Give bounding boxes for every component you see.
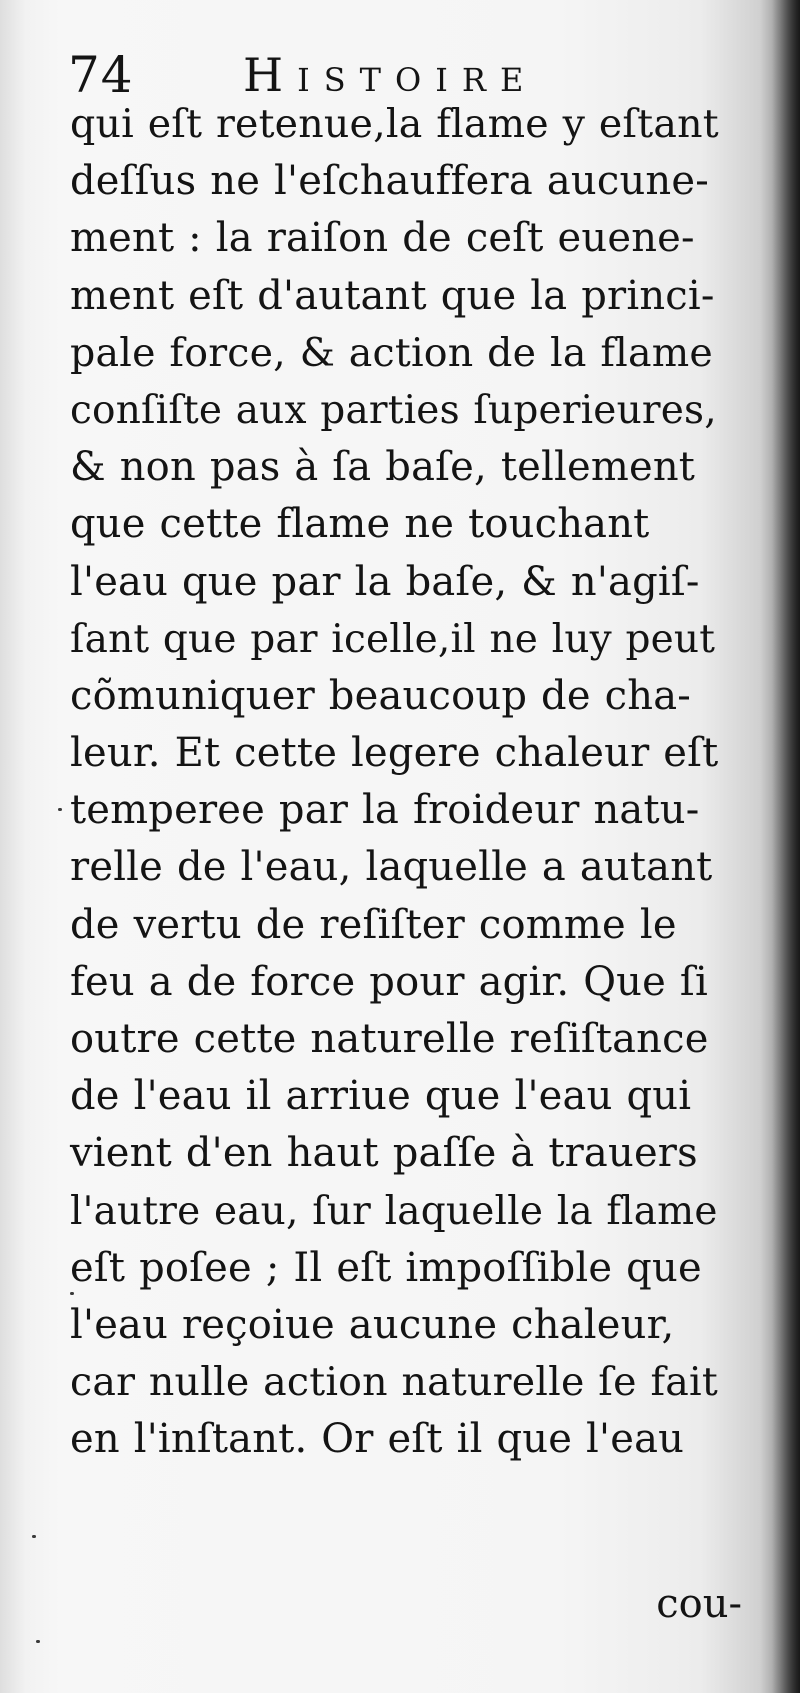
text-line: & non pas à ſa baſe, tellement (70, 444, 696, 491)
text-line: l'autre eau, ſur laquelle la flame (70, 1188, 718, 1234)
text-line: pale force, & action de la flame (70, 329, 713, 376)
text-line: feu a de force pour agir. Que ſi (70, 958, 708, 1005)
text-line: l'eau que par la baſe, & n'agiſ- (70, 558, 700, 605)
paper-speck (58, 808, 62, 811)
page-number: 74 (68, 46, 134, 104)
paper-speck (36, 1640, 40, 1643)
text-line: outre cette naturelle reſiſtance (70, 1016, 709, 1062)
text-line: deſſus ne l'eſchauffera aucune- (70, 158, 709, 205)
paper-speck (70, 1292, 74, 1295)
text-line: eſt poſee ; Il eſt impoſſible que (70, 1244, 702, 1291)
text-line: de l'eau il arriue que l'eau qui (70, 1073, 692, 1120)
text-line: leur. Et cette legere chaleur eſt (70, 730, 719, 777)
catchword: cou- (656, 1581, 742, 1627)
text-line: cõmuniquer beaucoup de cha- (70, 672, 691, 719)
text-line: de vertu de reſiſter comme le (70, 901, 677, 948)
text-line: car nulle action naturelle ſe fait (70, 1359, 718, 1406)
body-text (70, 96, 760, 1469)
text-line: ment : la raiſon de ceſt euene- (70, 215, 695, 262)
text-line: qui eſt retenue,la flame y eſtant (70, 101, 719, 147)
catchword-row (70, 1576, 760, 1633)
paper-speck (32, 1535, 36, 1538)
text-line: relle de l'eau, laquelle a autant (70, 844, 713, 891)
text-line: en l'inſtant. Or eſt il que l'eau (70, 1416, 685, 1463)
text-line: que cette flame ne touchant (70, 501, 650, 548)
text-line: vient d'en haut paſſe à trauers (70, 1130, 698, 1177)
text-line: l'eau reçoiue aucune chaleur, (70, 1301, 675, 1348)
text-line: temperee par la froideur natu- (70, 787, 700, 834)
text-line: ment eſt d'autant que la princi- (70, 272, 715, 319)
running-title: Histoire (243, 48, 538, 102)
text-line: ſant que par icelle,il ne luy peut (70, 616, 716, 662)
page-edge-shadow (772, 0, 800, 1693)
text-line: conſiſte aux parties ſuperieures, (70, 387, 717, 433)
